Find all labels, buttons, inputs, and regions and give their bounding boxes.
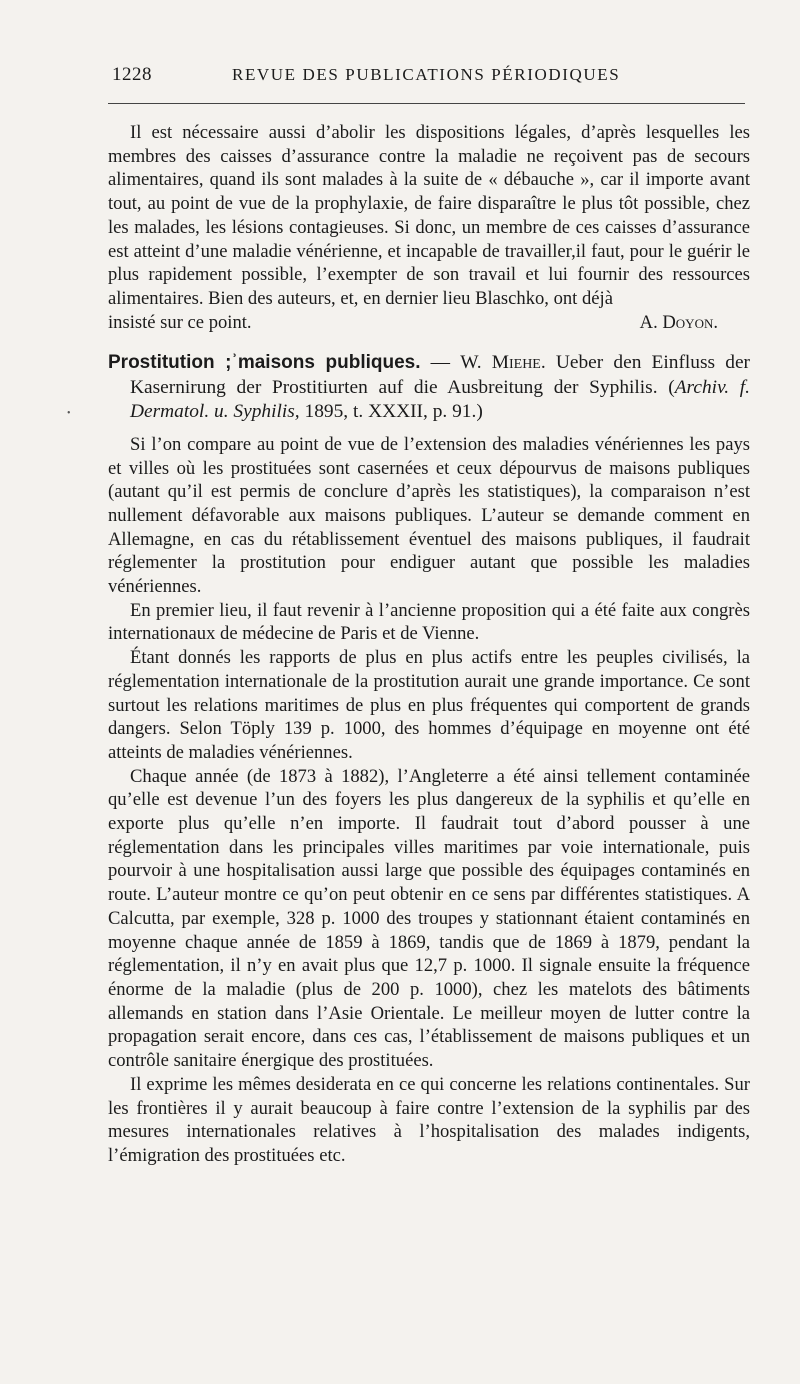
signature-line: [108, 311, 750, 335]
section-title-rest: Ueber den Einfluss der Kasernirung der Prostitiurten auf die Ausbreitung der Syphilis. (: [130, 352, 751, 398]
signature: A. Doyon.: [639, 311, 718, 333]
journal-ref: 1895, t. XXXII, p. 91.): [299, 401, 483, 423]
section-heading: Prostitution ;ʾmaisons publiques.: [108, 352, 421, 374]
journal-name: Archiv. f. Dermatol. u. Syphilis,: [130, 376, 750, 423]
paragraph: Si l’on compare au point de vue de l’extension des maladies vénériennes les pays et villes où les prostituées sont casernées et ceux dépourvus de maisons publiques (autant qu’il est permis de conclure d’après les statistiques), la comparaison n’est nullement défavorable aux maisons publiques. L’auteur se demande comment en Allemagne, en cas du rétablissement éventuel des maisons publiques, il faudrait réglementer la prostitution pour endiguer autant que possible les maladies vénériennes.: [108, 433, 750, 598]
paragraph: [108, 121, 750, 311]
page-number: 1228: [112, 64, 152, 85]
spacer: [108, 425, 750, 433]
page-header: [108, 64, 745, 90]
section-title: [108, 351, 750, 425]
section-author: W. Miehe.: [460, 352, 546, 374]
main-text: [108, 121, 750, 1168]
paragraph: En premier lieu, il faut revenir à l’ancienne proposition qui a été faite aux congrès internationaux de médecine de Paris et de Vienne.: [108, 599, 750, 645]
running-title: REVUE DES PUBLICATIONS PÉRIODIQUES: [232, 65, 621, 84]
paragraph-text: Il est nécessaire aussi d’abolir les dispositions légales, d’après lesquelles les membres des caisses d’assurance contre la maladie ne reçoivent pas de secours alimentaires, quand ils sont malades à la suite de « débauche », car il importe avant tout, au point de vue de la prophylaxie, de faire disparaître le plus tôt possible, chez les malades, les lésions contagieuses. Si donc, un membre de ces caisses d’assurance est atteint d’une maladie vénérienne, et incapable de travailler,il faut, pour le guérir le plus rapidement possible, l’exempter de son travail et lui fournir des ressources alimentaires. Bien des auteurs, et, en dernier lieu Blaschko, ont déjà: [108, 122, 750, 309]
section-dash: —: [420, 352, 461, 374]
paragraph: Étant donnés les rapports de plus en plus actifs entre les peuples civilisés, la réglementation internationale de la prostitution aurait une grande importance. Ce sont surtout les relations maritimes de plus en plus fréquentes qui comportent de grands dangers. Selon Töply 139 p. 1000, des hommes d’équipage en moyenne ont été atteints de maladies vénériennes.: [108, 647, 750, 763]
paragraph: Chaque année (de 1873 à 1882), l’Angleterre a été ainsi tellement contaminée qu’elle est devenue l’un des foyers les plus dangereux de la syphilis et qu’elle en exporte plus qu’elle n’en importe. Il faudrait tout d’abord pousser à une réglementation dans les principales villes maritimes par voie internationale, puis pourvoir à une hospitalisation aussi large que possible des équipages contaminés en route. L’auteur montre ce qu’on peut obtenir en ce sens par différentes statistiques. A Calcutta, par exemple, 328 p. 1000 des troupes y stationnant étaient contaminés en moyenne chaque année de 1859 à 1869, tandis que de 1869 à 1879, pendant la réglementation, il n’y en avait plus que 12,7 p. 1000. Il signale ensuite la fréquence énorme de la maladie (plus de 200 p. 1000), chez les matelots des bâtiments allemands en station dans l’Asie Orientale. Le meilleur moyen de lutter contre la propagation serait encore, dans ces cas, l’établissement de maisons publiques et un contrôle sanitaire énergique des prostituées.: [108, 765, 750, 1072]
margin-dot: •: [67, 408, 71, 419]
paragraph-last-line: insisté sur ce point.: [108, 311, 252, 333]
paragraph: Il exprime les mêmes desiderata en ce qui concerne les relations continentales. Sur les frontières il y aurait beaucoup à faire contre l’extension de la syphilis par des mesures internationales relatives à l’hospitalisation des malades indigents, l’émigration des prostituées etc.: [108, 1073, 750, 1166]
header-rule: [108, 103, 745, 104]
